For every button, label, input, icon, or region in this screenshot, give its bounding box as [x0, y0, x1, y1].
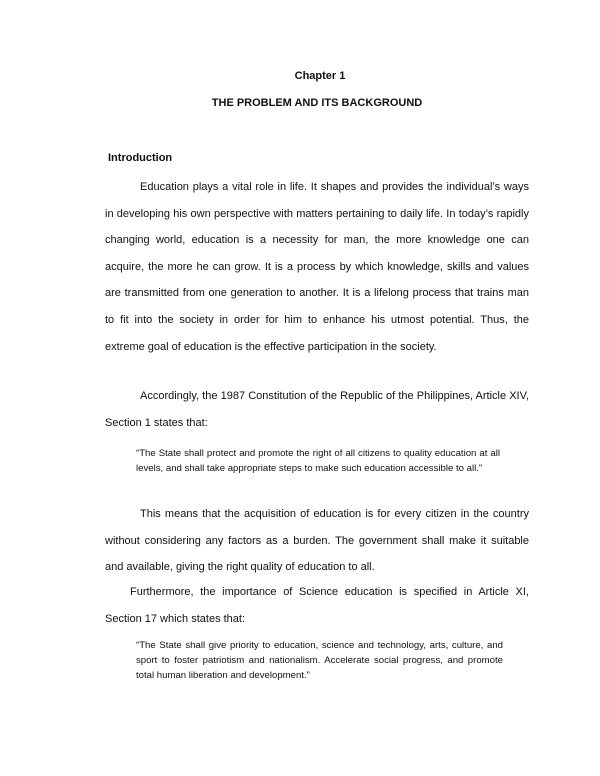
chapter-label: Chapter 1: [294, 70, 346, 82]
paragraph-acquisition: This means that the acquisition of education is for every citizen in the country without considering any factors as a burden. The government shall make it suitable and available, giving the right quality of education to all.: [105, 508, 529, 574]
paragraph-science-education: Furthermore, the importance of Science education is specified in Article XI, Section 17 which states that:: [105, 586, 529, 625]
block-quote-article-xiv: “The State shall protect and promote the right of all citizens to quality education at all levels, and shall take appropriate steps to make such education accessible to all.”: [136, 448, 500, 474]
section-heading: Introduction: [108, 152, 173, 164]
paragraph-education-role: Education plays a vital role in life. It shapes and provides the individual’s ways in developing his own perspective with matters pertaining to daily life. In today’s rapidly changing world, education is a necessity for man, the more knowledge one can acquire, the more he can grow. It is a process by which knowledge, skills and values are transmitted from one generation to another. It is a lifelong process that trains man to fit into the society in order for him to enhance his utmost potential. Thus, the extreme goal of education is the effective participation in the society.: [105, 181, 529, 353]
chapter-title: THE PROBLEM AND ITS BACKGROUND: [211, 97, 423, 109]
paragraph-constitution-intro: Accordingly, the 1987 Constitution of the Republic of the Philippines, Article XIV, Section 1 states that:: [105, 390, 529, 429]
block-quote-article-xi: “The State shall give priority to education, science and technology, arts, culture, and sport to foster patriotism and nationalism. Accelerate social progress, and promote total human liberation and development.”: [136, 640, 503, 681]
